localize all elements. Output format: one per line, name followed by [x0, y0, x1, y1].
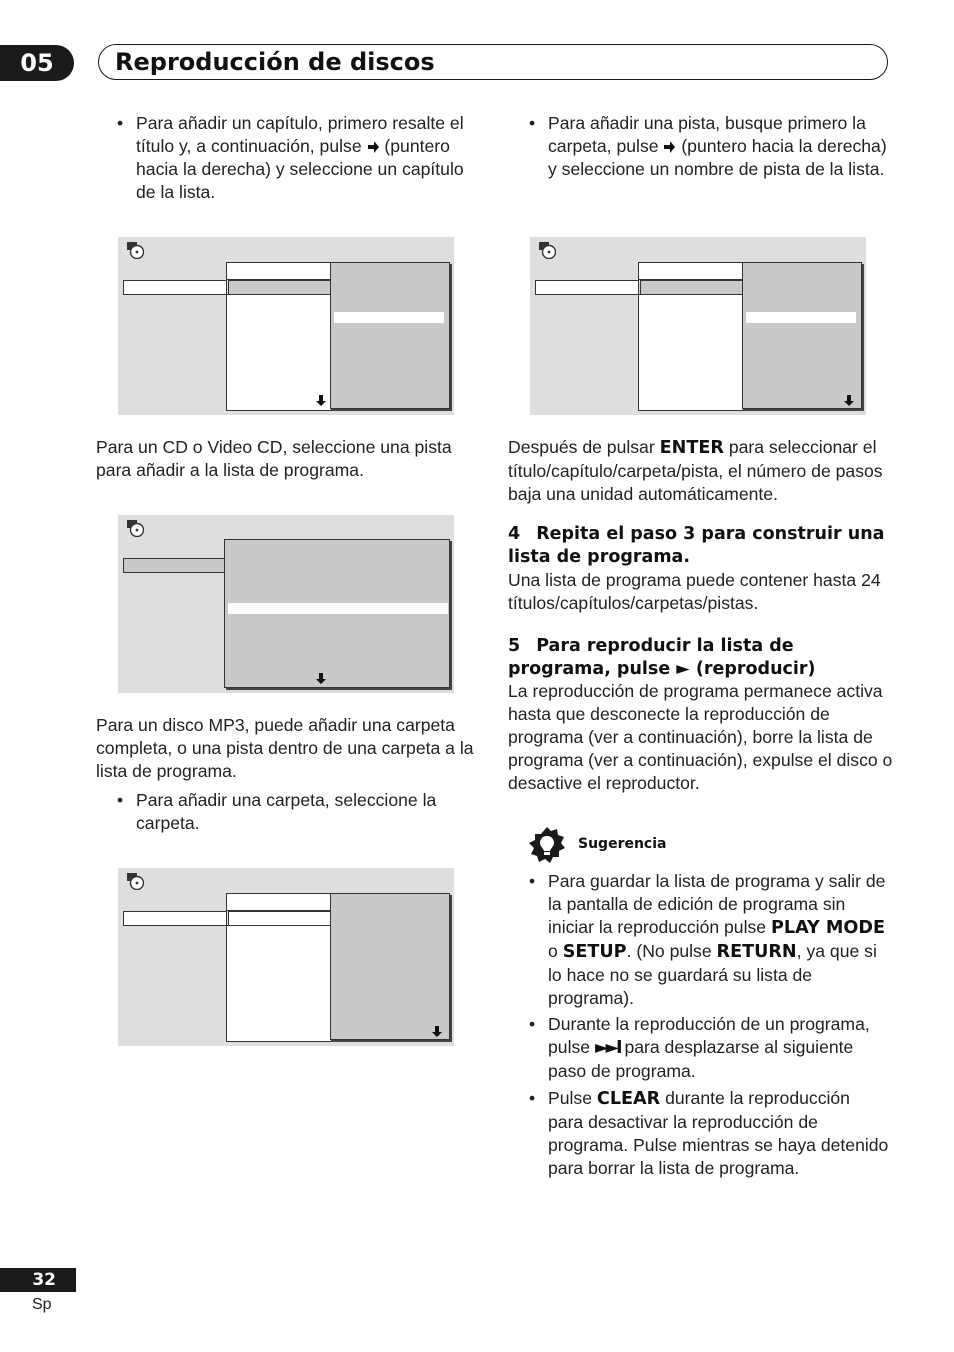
text: Para guardar la lista de programa y salir de la pantalla de edición de programa sin iniciar la reproducción pulse [548, 871, 886, 937]
step-number: 4 [508, 524, 521, 544]
step5-body: La reproducción de programa permanece activa hasta que desconecte la reproducción de programa (ver a continuación), borre la lista de programa (ver a continuación), expulse el disco o desactive el reproductor. [508, 681, 893, 793]
bullet-text: (puntero hacia la derecha) y seleccione un nombre de pista de la lista. [548, 136, 887, 179]
text: durante la reproducción para desactivar la reproducción de programa. Pulse mientras se haya detenido para borrar la lista de programa. [548, 1088, 889, 1178]
play-icon: ► [676, 659, 690, 679]
text: o [548, 941, 558, 961]
screen-cd-track-select [118, 515, 454, 693]
menu-header [226, 262, 332, 280]
right-arrow-icon [663, 140, 676, 154]
step4-heading [508, 523, 890, 569]
return-key: RETURN [716, 942, 797, 962]
screen-track-select [530, 237, 866, 415]
right-arrow-icon [367, 140, 380, 154]
folder-list [226, 925, 332, 1042]
bullet-add-track [529, 112, 888, 181]
step-heading-text: (reproducir) [695, 659, 816, 679]
menu-left-item [535, 280, 639, 295]
bullet-text: (puntero hacia la derecha) y seleccione un capítulo de la lista. [136, 136, 464, 202]
paragraph-cd: Para un CD o Video CD, seleccione una pista para añadir a la lista de programa. [96, 437, 452, 480]
tip-label: Sugerencia [578, 836, 667, 852]
down-arrow-icon [315, 395, 327, 407]
tip-bullet-save [529, 870, 890, 1010]
bullet-text: Para añadir una carpeta, seleccione la carpeta. [136, 790, 437, 833]
chapter-title: Reproducción de discos [115, 48, 435, 76]
text: . (No pulse [626, 941, 712, 961]
bullet-text: Para añadir un capítulo, primero resalte el título y, a continuación, pulse [136, 113, 464, 156]
folder-highlight [640, 280, 744, 295]
menu-header [638, 262, 744, 280]
disc-icon [126, 241, 144, 259]
step-heading-text: Repita el paso 3 para construir una lista de programa. [508, 524, 885, 567]
chapter-list [330, 262, 450, 409]
down-arrow-icon [431, 1026, 443, 1038]
text: para seleccionar el título/capítulo/carpeta/pista, el número de pasos baja una unidad automáticamente. [508, 437, 883, 504]
text: Pulse [548, 1088, 593, 1108]
bullet-dot: • [529, 1014, 536, 1034]
bullet-dot: • [117, 790, 124, 810]
text: para desplazarse al siguiente paso de programa. [548, 1037, 854, 1081]
folder-list [638, 294, 744, 411]
menu-header [226, 893, 332, 911]
bullet-dot: • [117, 113, 124, 133]
play-mode-key: PLAY MODE [770, 918, 885, 938]
enter-key: ENTER [659, 438, 724, 458]
language-code: Sp [32, 1296, 52, 1313]
track-highlight [228, 603, 448, 614]
down-arrow-icon [843, 395, 855, 407]
setup-key: SETUP [562, 942, 627, 962]
content-list [330, 893, 450, 1040]
step4-body: Una lista de programa puede contener hasta 24 títulos/capítulos/carpetas/pistas. [508, 570, 881, 613]
down-arrow-icon [315, 673, 327, 685]
chapter-title-frame [98, 44, 888, 80]
step-heading-text: Para reproducir la lista de programa, pulse [508, 636, 794, 679]
tip-bullet-skip [529, 1013, 890, 1083]
bullet-add-folder [117, 789, 481, 835]
bullet-text: Para añadir una pista, busque primero la carpeta, pulse [548, 113, 866, 156]
menu-left-item [123, 280, 227, 295]
paragraph-mp3: Para un disco MP3, puede añadir una carpeta completa, o una pista dentro de una carpeta a la lista de programa. [96, 715, 474, 781]
track-highlight [746, 312, 856, 323]
screen-chapter-select [118, 237, 454, 415]
chapter-highlight [334, 312, 444, 323]
disc-icon [126, 519, 144, 537]
next-track-icon: ►►I [594, 1038, 620, 1058]
chapter-number-badge: 05 [0, 45, 74, 81]
clear-key: CLEAR [596, 1089, 661, 1109]
tip-bullet-clear [529, 1087, 890, 1180]
bullet-add-chapter [117, 112, 481, 204]
text: , ya que si lo hace no se guardará su lista de programa). [548, 941, 877, 1008]
disc-icon [126, 872, 144, 890]
bullet-dot: • [529, 1088, 536, 1108]
disc-icon [538, 241, 556, 259]
paragraph-enter [508, 436, 890, 506]
step-number: 5 [508, 636, 521, 656]
bullet-dot: • [529, 113, 536, 133]
bullet-dot: • [529, 871, 536, 891]
folder-highlight [228, 911, 332, 926]
menu-left-item [123, 558, 227, 573]
text: Durante la reproducción de un programa, pulse [548, 1014, 870, 1057]
page-number: 32 [0, 1268, 76, 1292]
track-list [742, 262, 862, 409]
menu-left-item [123, 911, 227, 926]
text: Después de pulsar [508, 437, 655, 457]
screen-folder-select [118, 868, 454, 1046]
lightbulb-icon [528, 826, 566, 864]
title-highlight [228, 280, 332, 295]
step5-heading [508, 635, 890, 681]
title-list [226, 294, 332, 411]
